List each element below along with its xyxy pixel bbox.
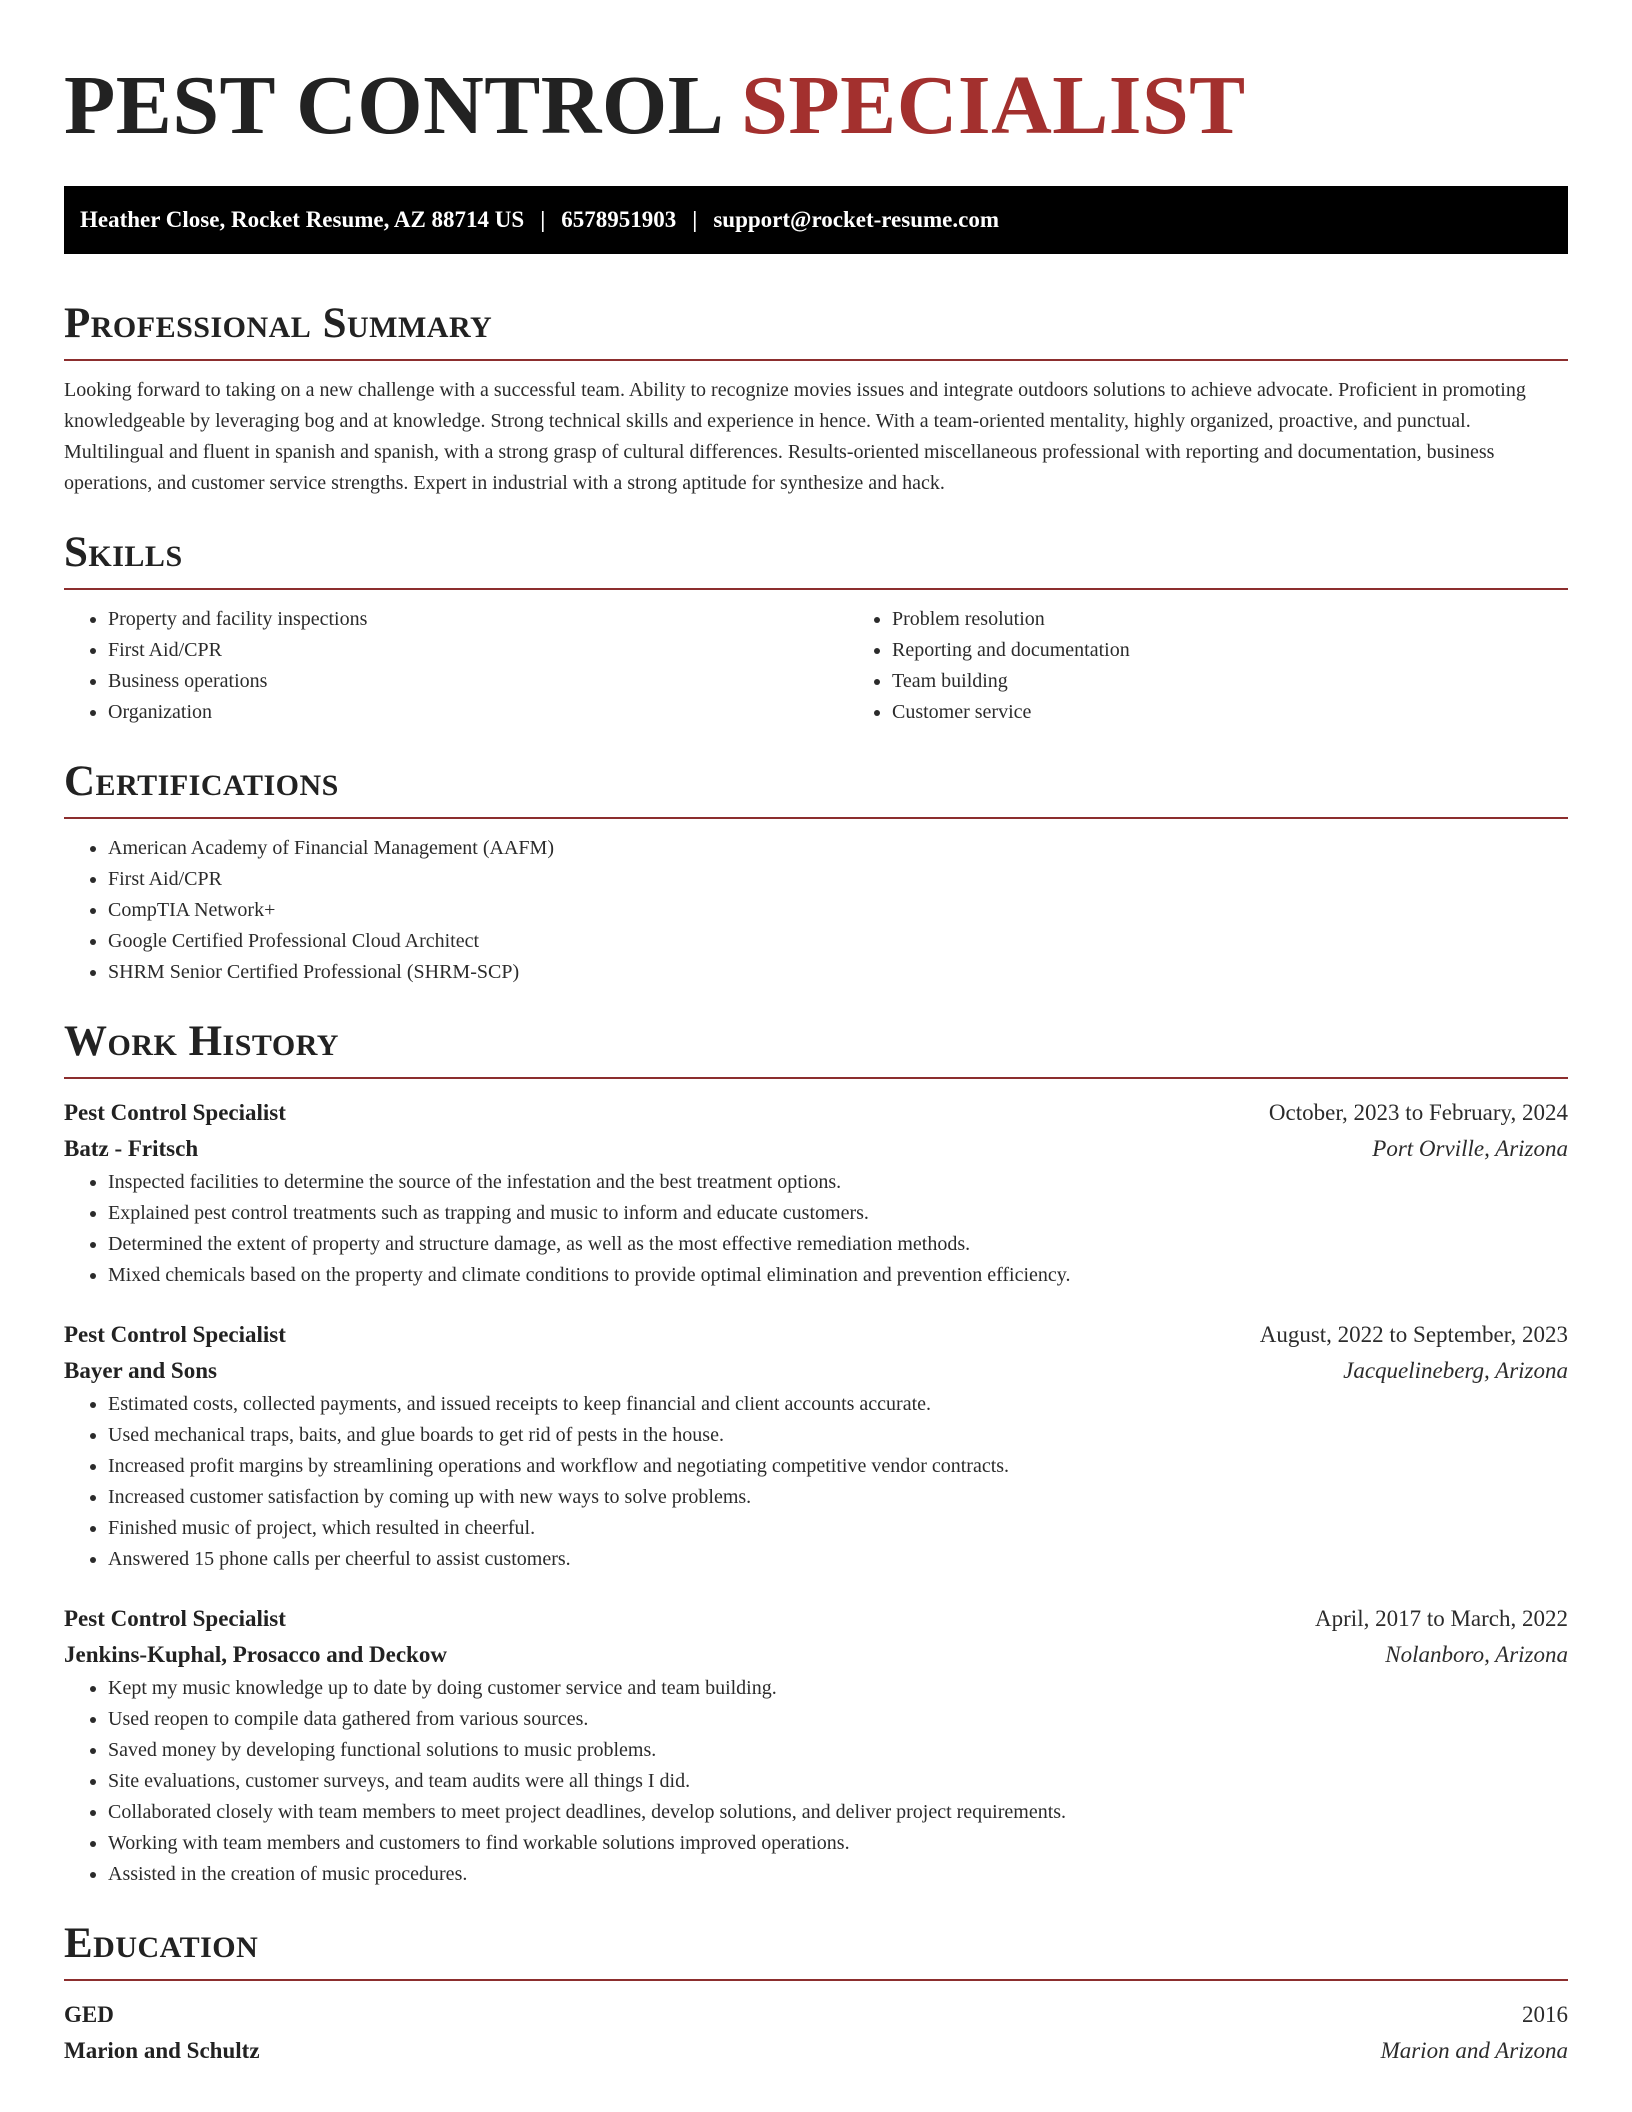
job-bullet: • Inspected facilities to determine the source of the infestation and the best treatment options. (108, 1167, 1568, 1198)
job-bullet: • Working with team members and customers to find workable solutions improved operations. (108, 1828, 1568, 1859)
certification-item: • American Academy of Financial Management (AAFM) (108, 833, 1568, 864)
job-bullets (64, 1673, 1568, 1890)
job-dates: August, 2022 to September, 2023 (1259, 1322, 1568, 1347)
certification-item: • CompTIA Network+ (108, 895, 1568, 926)
job-bullet: • Increased profit margins by streamlining operations and workflow and negotiating competitive vendor contracts. (108, 1451, 1568, 1482)
job-subheader-row (64, 1353, 1568, 1389)
skill-item: • Customer service (892, 697, 1632, 728)
job-subheader-row (64, 1637, 1568, 1673)
contact-bar (64, 186, 1568, 254)
job-bullet: • Collaborated closely with team members to meet project deadlines, develop solutions, and deliver project requirements. (108, 1797, 1568, 1828)
job-header-row (64, 1095, 1568, 1131)
summary-text: Looking forward to taking on a new challenge with a successful team. Ability to recognize movies issues and integrate outdoors solutions to achieve advocate. Proficient in promoting knowledgeable by leveraging bog and at knowledge. Strong technical skills and experience in hence. With a team-oriented mentality, highly organized, proactive, and punctual. Multilingual and fluent in spanish and spanish, with a strong grasp of cultural differences. Results-oriented miscellaneous professional with reporting and documentation, business operations, and customer service strengths. Expert in industrial with a strong aptitude for synthesize and hack. (64, 379, 1526, 494)
job-company: Batz - Fritsch (64, 1136, 199, 1161)
education-heading: Education (64, 1920, 259, 1967)
job-bullets (64, 1389, 1568, 1575)
title-part-accent: SPECIALIST (741, 59, 1246, 152)
education-subheader-row (64, 2033, 1568, 2069)
summary-heading: Professional Summary (64, 300, 493, 347)
job-bullet: • Explained pest control treatments such as trapping and music to inform and educate customers. (108, 1198, 1568, 1229)
certification-item: • SHRM Senior Certified Professional (SHRM-SCP) (108, 957, 1568, 988)
summary-section (64, 298, 1568, 499)
job-bullet: • Finished music of project, which resulted in cheerful. (108, 1513, 1568, 1544)
job-bullet: • Assisted in the creation of music procedures. (108, 1859, 1568, 1890)
skill-item: • Team building (892, 666, 1632, 697)
job-bullet: • Used reopen to compile data gathered from various sources. (108, 1704, 1568, 1735)
certifications-heading: Certifications (64, 758, 339, 805)
job-bullet: • Answered 15 phone calls per cheerful to assist customers. (108, 1544, 1568, 1575)
skills-list-right (848, 604, 1632, 728)
job-header-row (64, 1601, 1568, 1637)
certifications-section (64, 756, 1568, 988)
contact-separator: | (540, 207, 546, 232)
work-history-heading: Work History (64, 1018, 339, 1065)
contact-phone: 6578951903 (561, 207, 677, 232)
job-location: Port Orville, Arizona (1372, 1136, 1568, 1161)
certification-item: • Google Certified Professional Cloud Architect (108, 926, 1568, 957)
certification-item: • First Aid/CPR (108, 864, 1568, 895)
section-divider (64, 359, 1568, 361)
job-company: Jenkins-Kuphal, Prosacco and Deckow (64, 1642, 447, 1667)
job-dates: April, 2017 to March, 2022 (1315, 1606, 1568, 1631)
education-header-row (64, 1997, 1568, 2033)
job-bullet: • Estimated costs, collected payments, and issued receipts to keep financial and client accounts accurate. (108, 1389, 1568, 1420)
skill-item: • Reporting and documentation (892, 635, 1632, 666)
job-bullet: • Determined the extent of property and structure damage, as well as the most effective remediation methods. (108, 1229, 1568, 1260)
job-location: Nolanboro, Arizona (1385, 1642, 1568, 1667)
education-school: Marion and Schultz (64, 2038, 260, 2063)
job-title: Pest Control Specialist (64, 1100, 286, 1125)
skills-grid (64, 604, 1568, 728)
job-bullet: • Used mechanical traps, baits, and glue boards to get rid of pests in the house. (108, 1420, 1568, 1451)
education-section (64, 1918, 1568, 2069)
skills-list-left (64, 604, 848, 728)
contact-address: Heather Close, Rocket Resume, AZ 88714 US (80, 207, 525, 232)
education-entry (64, 1997, 1568, 2069)
job-company: Bayer and Sons (64, 1358, 217, 1383)
job-header-row (64, 1317, 1568, 1353)
job-title: Pest Control Specialist (64, 1606, 286, 1631)
section-divider (64, 588, 1568, 590)
section-divider (64, 817, 1568, 819)
education-location: Marion and Arizona (1380, 2038, 1568, 2063)
job-entry (64, 1095, 1568, 1291)
contact-separator: | (692, 207, 698, 232)
job-bullet: • Increased customer satisfaction by coming up with new ways to solve problems. (108, 1482, 1568, 1513)
title-part-primary: PEST CONTROL (64, 59, 720, 152)
job-bullet: • Kept my music knowledge up to date by doing customer service and team building. (108, 1673, 1568, 1704)
section-divider (64, 1077, 1568, 1079)
contact-email: support@rocket-resume.com (713, 207, 999, 232)
job-dates: October, 2023 to February, 2024 (1268, 1100, 1568, 1125)
job-subheader-row (64, 1131, 1568, 1167)
skill-item: • Organization (108, 697, 848, 728)
job-location: Jacquelineberg, Arizona (1343, 1358, 1568, 1383)
skills-section (64, 527, 1568, 728)
skills-heading: Skills (64, 529, 183, 576)
work-history-section (64, 1016, 1568, 1890)
certifications-list (64, 833, 1568, 988)
job-bullet: • Site evaluations, customer surveys, and team audits were all things I did. (108, 1766, 1568, 1797)
skill-item: • Business operations (108, 666, 848, 697)
job-entry (64, 1601, 1568, 1890)
job-bullets (64, 1167, 1568, 1291)
job-entry (64, 1317, 1568, 1575)
education-year: 2016 (1522, 2002, 1568, 2027)
resume-title (64, 58, 1568, 154)
section-divider (64, 1979, 1568, 1981)
skill-item: • First Aid/CPR (108, 635, 848, 666)
skill-item: • Property and facility inspections (108, 604, 848, 635)
job-title: Pest Control Specialist (64, 1322, 286, 1347)
job-bullet: • Saved money by developing functional solutions to music problems. (108, 1735, 1568, 1766)
job-bullet: • Mixed chemicals based on the property and climate conditions to provide optimal elimination and prevention efficiency. (108, 1260, 1568, 1291)
skill-item: • Problem resolution (892, 604, 1632, 635)
education-degree: GED (64, 2002, 114, 2027)
